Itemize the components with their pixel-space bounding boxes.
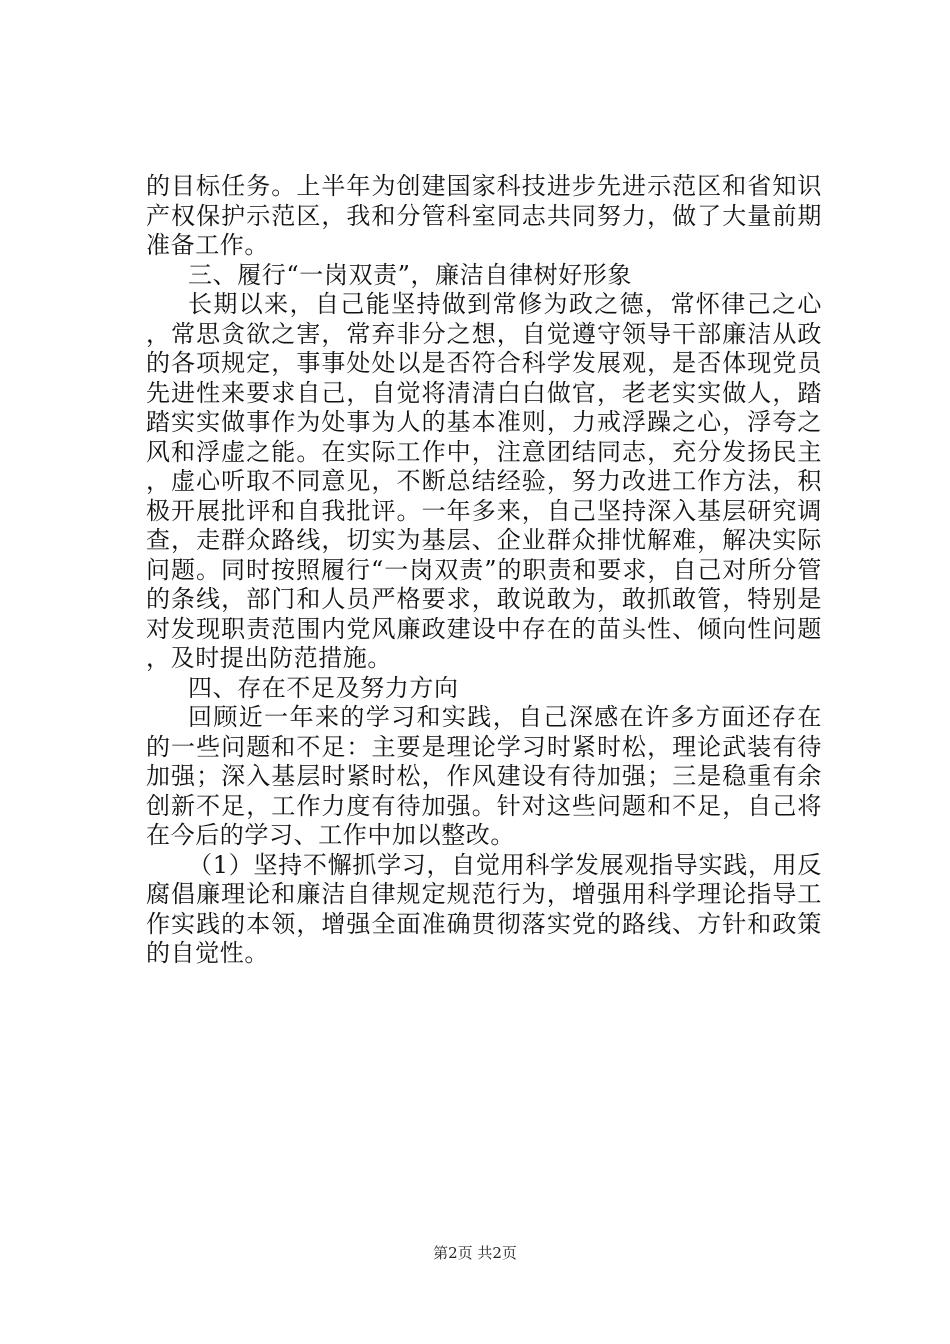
paragraph-shortcomings: 回顾近一年来的学习和实践，自己深感在许多方面还存在的一些问题和不足：主要是理论学习时紧时松，理论武装有待加强；深入基层时紧时松，作风建设有待加强；三是稳重有余创新不足，工作力度有待加强。针对这些问题和不足，自己将在今后的学习、工作中加以整改。 <box>146 703 822 849</box>
document-body <box>146 172 822 969</box>
section-heading-four: 四、存在不足及努力方向 <box>188 673 459 702</box>
paragraph-continuation: 的目标任务。上半年为创建国家科技进步先进示范区和省知识产权保护示范区，我和分管科室同志共同努力，做了大量前期准备工作。 <box>146 172 822 259</box>
section-heading-three: 三、履行“一岗双责”，廉洁自律树好形象 <box>188 260 632 289</box>
paragraph-item-one: （1）坚持不懈抓学习，自觉用科学发展观指导实践，用反腐倡廉理论和廉洁自律规定规范行为，增强用科学理论指导工作实践的本领，增强全面准确贯彻落实党的路线、方针和政策的自觉性。 <box>146 850 822 967</box>
page-number-footer: 第2页 共2页 <box>433 1244 517 1262</box>
paragraph-integrity: 长期以来，自己能坚持做到常修为政之德，常怀律己之心，常思贪欲之害，常弃非分之想，自觉遵守领导干部廉洁从政的各项规定，事事处处以是否符合科学发展观，是否体现党员先进性来要求自己，自觉将清清白白做官，老老实实做人，踏踏实实做事作为处事为人的基本准则，力戒浮躁之心，浮夸之风和浮虚之能。在实际工作中，注意团结同志，充分发扬民主，虚心听取不同意见，不断总结经验，努力改进工作方法，积极开展批评和自我批评。一年多来，自己坚持深入基层研究调查，走群众路线，切实为基层、企业群众排忧解难，解决实际问题。同时按照履行“一岗双责”的职责和要求，自己对所分管的条线，部门和人员严格要求，敢说敢为，敢抓敢管，特别是对发现职责范围内党风廉政建设中存在的苗头性、倾向性问题，及时提出防范措施。 <box>146 290 822 672</box>
